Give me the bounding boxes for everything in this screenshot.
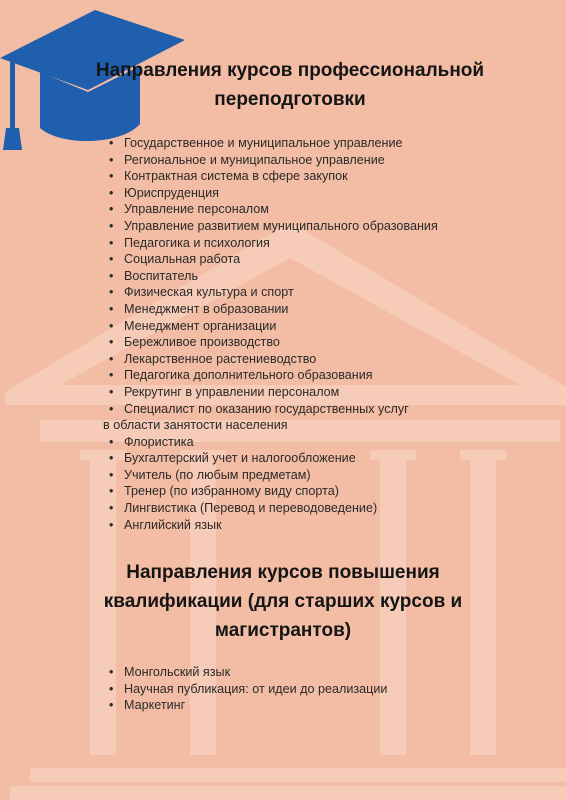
list-item-continuation: в области занятости населения	[103, 418, 288, 433]
list-item: • Специалист по оказанию государственных услуг	[0, 401, 438, 418]
list-item: • Английский язык	[0, 517, 438, 534]
list-item: • Педагогика и психология	[0, 235, 438, 252]
list-item: • Маркетинг	[0, 697, 387, 714]
list-item: • Менеджмент в образовании	[0, 301, 438, 318]
list-item: • Региональное и муниципальное управление	[0, 152, 438, 169]
section1-list	[0, 135, 438, 533]
section2-title	[60, 558, 506, 645]
list-item: • Государственное и муниципальное управление	[0, 135, 438, 152]
list-item: • Менеджмент организации	[0, 318, 438, 335]
list-item: • Рекрутинг в управлении персоналом	[0, 384, 438, 401]
section2-list	[0, 664, 387, 714]
list-item: • Монгольский язык	[0, 664, 387, 681]
list-item: • Лекарственное растениеводство	[0, 351, 438, 368]
section1-title	[60, 56, 520, 114]
section1-title-line2: переподготовки	[214, 89, 366, 110]
section2-title-line1: Направления курсов повышения	[126, 562, 440, 583]
list-item: • Бережливое производство	[0, 334, 438, 351]
list-item: • Педагогика дополнительного образования	[0, 367, 438, 384]
list-item: • Управление развитием муниципального образования	[0, 218, 438, 235]
list-item: • Физическая культура и спорт	[0, 284, 438, 301]
list-item: • Социальная работа	[0, 251, 438, 268]
list-item: • Воспитатель	[0, 268, 438, 285]
list-item: • Флористика	[0, 434, 438, 451]
list-item: • Юриспруденция	[0, 185, 438, 202]
list-item: • Лингвистика (Перевод и переводоведение)	[0, 500, 438, 517]
section1-title-line1: Направления курсов профессиональной	[95, 60, 485, 81]
list-item: • Тренер (по избранному виду спорта)	[0, 483, 438, 500]
list-item: • Управление персоналом	[0, 201, 438, 218]
list-item: • Научная публикация: от идеи до реализации	[0, 681, 387, 698]
section2-title-line2: квалификации (для старших курсов и	[103, 591, 463, 612]
list-item: • Учитель (по любым предметам)	[0, 467, 438, 484]
list-item: • Контрактная система в сфере закупок	[0, 168, 438, 185]
section2-title-line3: магистрантов)	[214, 620, 352, 641]
list-item: • Бухгалтерский учет и налогообложение	[0, 450, 438, 467]
